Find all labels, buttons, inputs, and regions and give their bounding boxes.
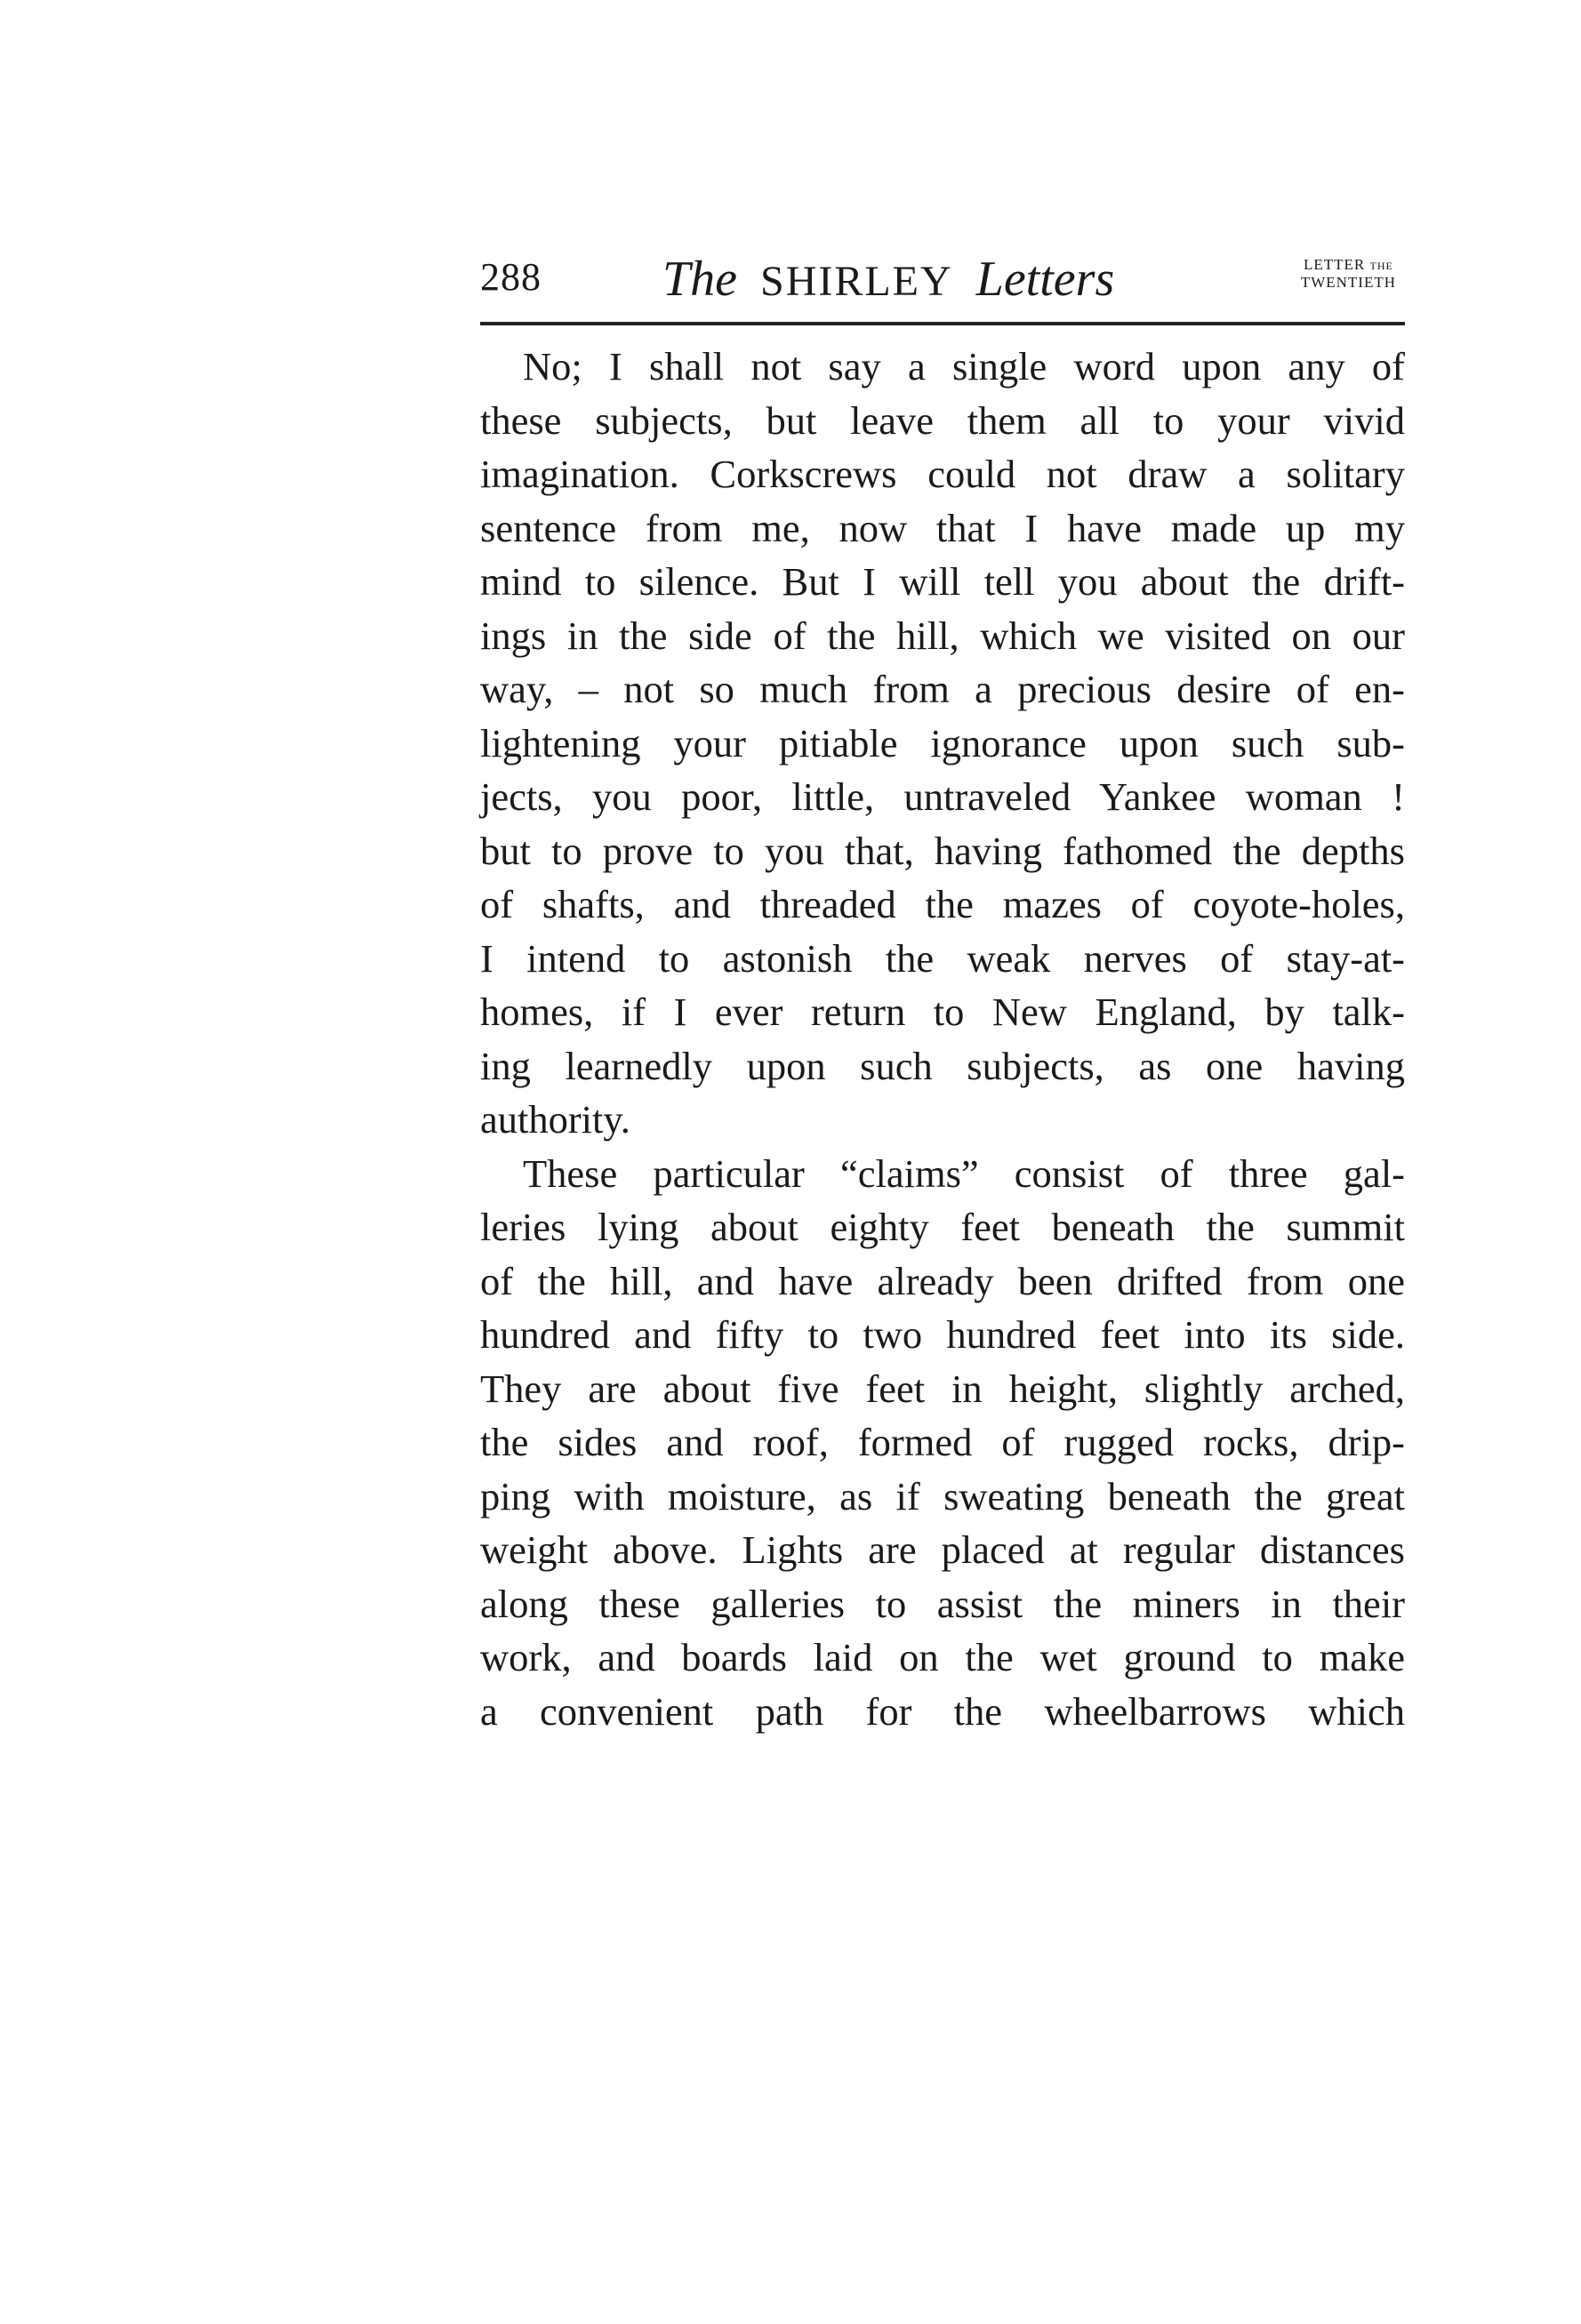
title-letters: Letters [975,252,1115,307]
text-line: homes, if I ever return to New England, by talk- [480,990,1405,1034]
text-line: ings in the side of the hill, which we visited on our [480,613,1405,658]
text-line: a convenient path for the wheelbarrows which [480,1688,1405,1734]
running-head [480,251,1405,313]
text-line: jects, you poor, little, untraveled Yankee woman ! [480,774,1405,819]
text-line: the sides and roof, formed of rugged rocks, drip- [480,1420,1405,1464]
text-line: mind to silence. But I will tell you about the drift- [480,559,1405,604]
text-line: these subjects, but leave them all to your vivid [480,397,1405,443]
text-line: leries lying about eighty feet beneath the summit [480,1205,1405,1249]
text-line: These particular “claims” consist of three gal- [523,1150,1405,1196]
text-line: hundred and fifty to two hundred feet into its side. [480,1312,1405,1357]
text-line: lightening your pitiable ignorance upon such sub- [480,720,1405,765]
text-line: of the hill, and have already been drifted from one [480,1258,1405,1303]
text-line: ing learnedly upon such subjects, as one having [480,1043,1405,1088]
letter-label [1301,256,1396,292]
title-shirley: SHIRLEY [760,258,953,305]
text-line: sentence from me, now that I have made up my [480,505,1405,550]
text-line: I intend to astonish the weak nerves of stay-at- [480,935,1405,981]
body-text [480,340,1405,1738]
text-line: work, and boards laid on the wet ground to make [480,1635,1405,1679]
text-line: No; I shall not say a single word upon any of [523,344,1405,389]
text-line: authority. [480,1097,630,1142]
title-the: The [662,252,737,307]
text-line: imagination. Corkscrews could not draw a solitary [480,452,1405,496]
text-line: of shafts, and threaded the mazes of coyote-holes, [480,882,1405,926]
letter-label-line2: TWENTIETH [1300,274,1396,291]
text-line: along these galleries to assist the miners in their [480,1581,1405,1626]
text-line: way, – not so much from a precious desire of en- [480,667,1405,711]
text-line: ping with moisture, as if sweating beneath the great [480,1473,1405,1519]
text-line: but to prove to you that, having fathomed the depths [480,828,1405,873]
text-line: They are about five feet in height, slightly arched, [480,1366,1405,1411]
text-line: weight above. Lights are placed at regular distances [480,1527,1405,1572]
header-rule [480,322,1405,325]
letter-label-line1: LETTER the [1303,256,1393,273]
book-title [662,251,1114,308]
page-number: 288 [480,255,542,299]
